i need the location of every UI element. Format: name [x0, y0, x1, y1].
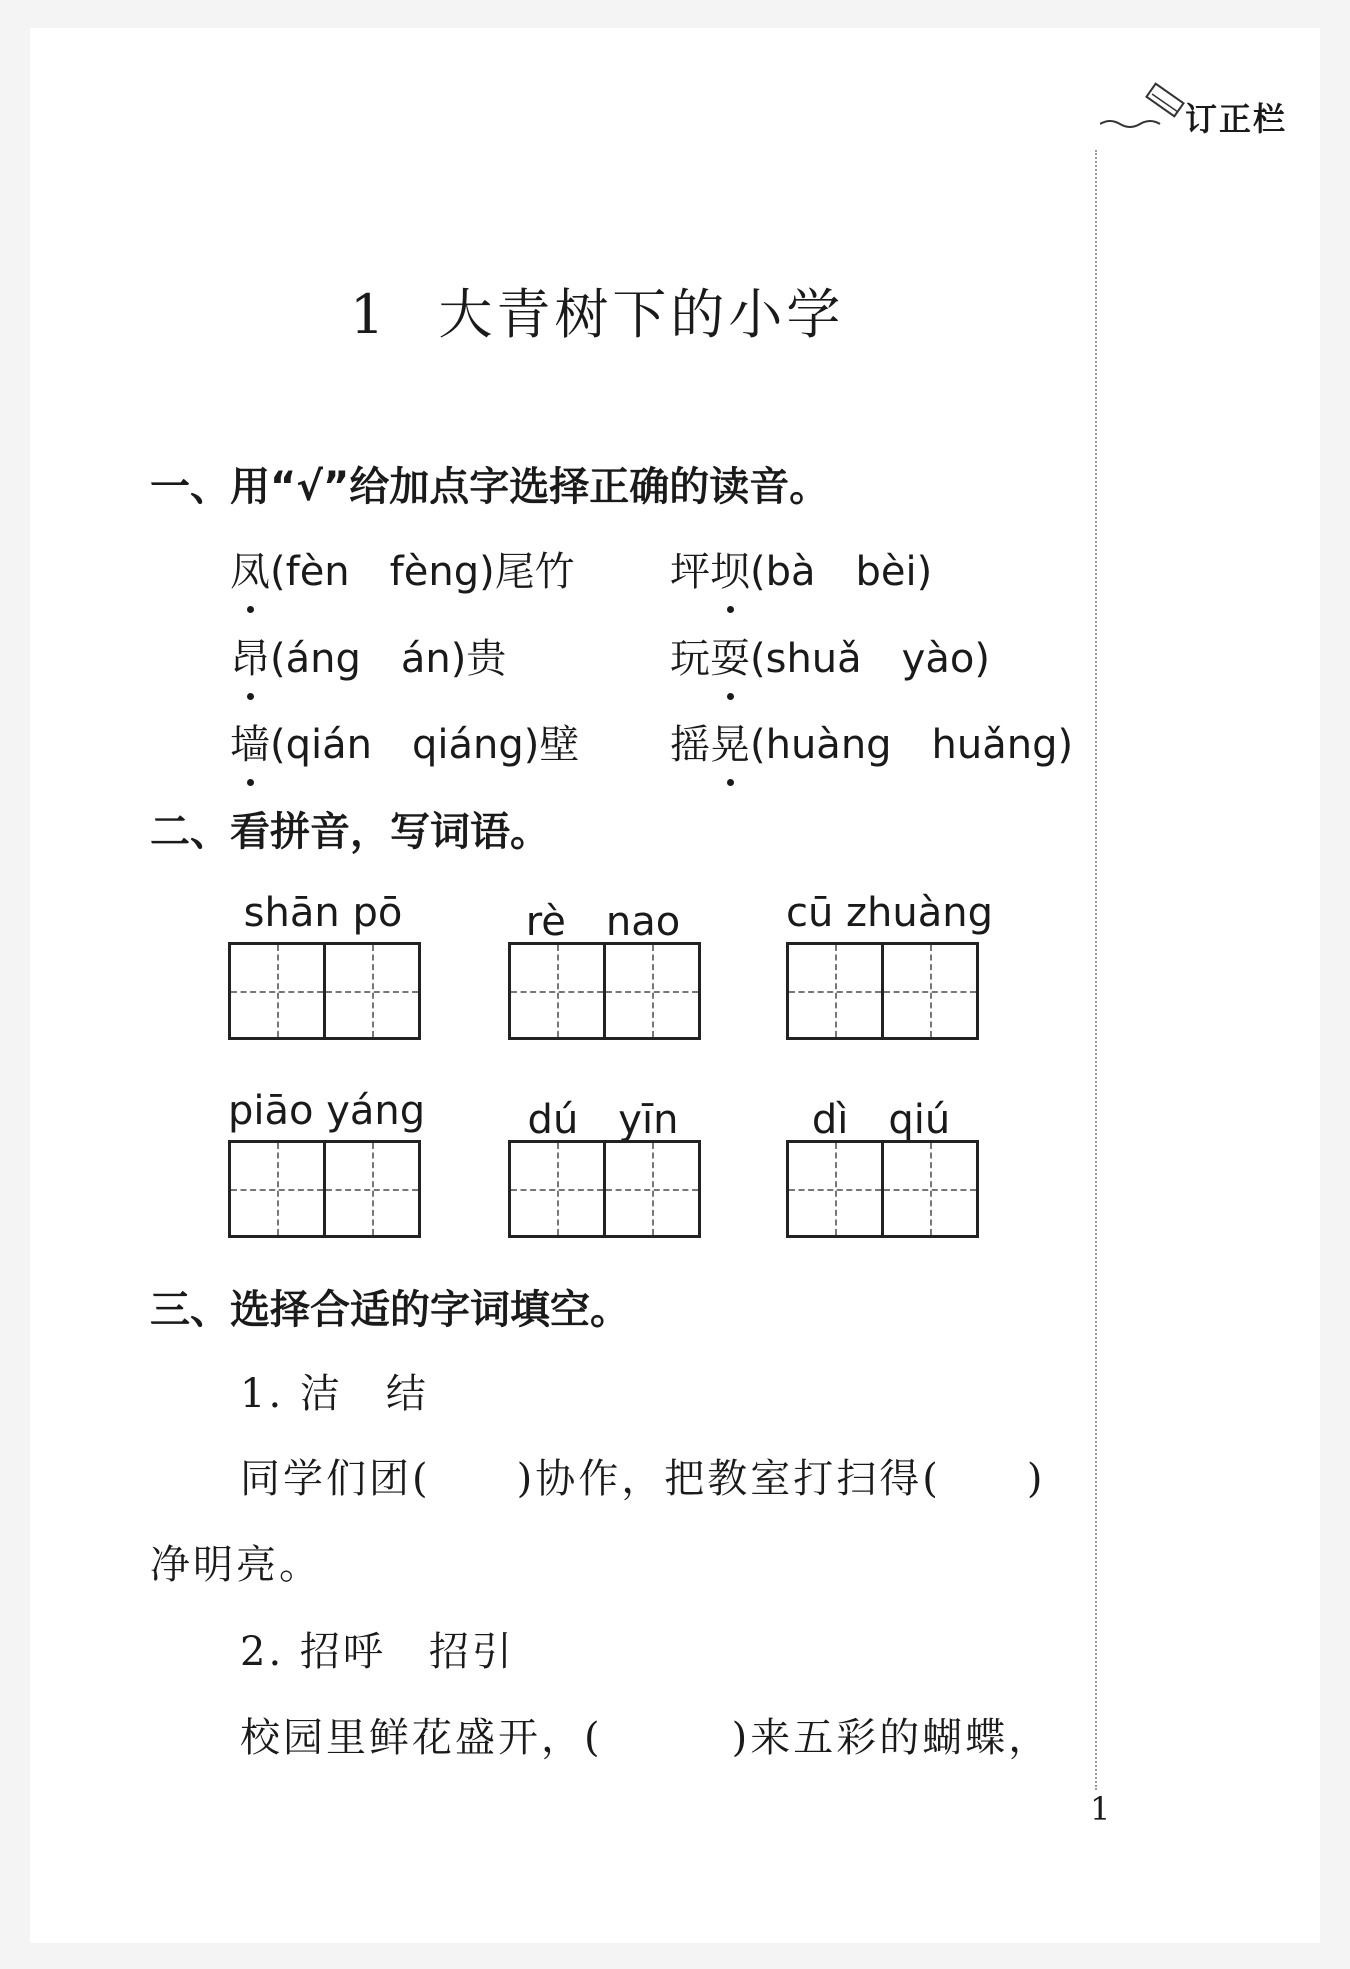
word-prefix: 坪	[670, 549, 710, 595]
pronunciation-item[interactable]	[670, 540, 932, 597]
dotted-character: 凤	[230, 540, 270, 597]
word-suffix: 壁	[539, 722, 580, 768]
pronunciation-item[interactable]	[670, 627, 990, 684]
section-1-heading: 一、用“√”给加点字选择正确的读音。	[150, 464, 830, 510]
word-prefix: 摇	[670, 722, 710, 768]
pronunciation-options[interactable]: (huàng huǎng)	[750, 722, 1074, 768]
question-2-options: 2. 招呼 招引	[240, 1629, 515, 1675]
pronunciation-options[interactable]: (qián qiáng)	[270, 722, 540, 768]
question-1-sentence[interactable]: 同学们团( )协作，把教室打扫得( )	[240, 1456, 1046, 1502]
section-3-heading: 三、选择合适的字词填空。	[150, 1287, 630, 1333]
dotted-character: 昂	[230, 627, 270, 684]
dotted-character: 晃	[710, 713, 750, 770]
pronunciation-item[interactable]	[670, 713, 1073, 770]
correction-column-divider	[1095, 150, 1097, 1790]
writing-box[interactable]	[881, 1140, 979, 1238]
pronunciation-options[interactable]: (shuǎ yào)	[750, 636, 990, 682]
dotted-character: 坝	[710, 540, 750, 597]
question-2-sentence[interactable]: 校园里鲜花盛开，( )来五彩的蝴蝶，	[240, 1715, 1052, 1761]
correction-label: 订正栏	[1185, 100, 1288, 138]
writing-box[interactable]	[786, 942, 884, 1040]
pronunciation-options[interactable]: (áng án)	[270, 636, 467, 682]
pinyin-label: cū zhuàng	[786, 890, 994, 936]
page-number: 1	[1090, 1790, 1111, 1828]
lesson-number: 1	[350, 283, 389, 346]
word-prefix: 玩	[670, 636, 710, 682]
writing-box[interactable]	[323, 942, 421, 1040]
pencil-icon	[1100, 82, 1190, 132]
pinyin-label: dì qiú	[811, 1097, 951, 1143]
lesson-title: 大青树下的小学	[438, 283, 845, 346]
question-1-options: 1. 洁 结	[240, 1371, 429, 1417]
section-2-heading: 二、看拼音，写词语。	[150, 809, 550, 855]
pinyin-label: rè nao	[525, 899, 681, 945]
writing-box[interactable]	[881, 942, 979, 1040]
word-suffix: 贵	[466, 636, 507, 682]
pronunciation-item[interactable]	[230, 713, 579, 770]
page-title	[350, 272, 844, 349]
writing-box[interactable]	[228, 1140, 326, 1238]
writing-box[interactable]	[228, 942, 326, 1040]
dotted-character: 耍	[710, 627, 750, 684]
pinyin-label: dú yīn	[527, 1097, 679, 1143]
writing-box[interactable]	[323, 1140, 421, 1238]
dotted-character: 墙	[230, 713, 270, 770]
pronunciation-item[interactable]	[230, 540, 575, 597]
writing-box[interactable]	[508, 1140, 606, 1238]
pronunciation-item[interactable]	[230, 627, 506, 684]
correction-column-header	[1100, 82, 1320, 142]
writing-box[interactable]	[603, 1140, 701, 1238]
pinyin-label: piāo yáng	[228, 1088, 426, 1134]
writing-box[interactable]	[786, 1140, 884, 1238]
word-suffix: 尾竹	[494, 549, 575, 595]
writing-box[interactable]	[603, 942, 701, 1040]
writing-box[interactable]	[508, 942, 606, 1040]
question-1-sentence-continued: 净明亮。	[150, 1542, 322, 1588]
pronunciation-options[interactable]: (fèn fèng)	[270, 549, 495, 595]
pinyin-label: shān pō	[243, 890, 403, 936]
pronunciation-options[interactable]: (bà bèi)	[750, 549, 933, 595]
